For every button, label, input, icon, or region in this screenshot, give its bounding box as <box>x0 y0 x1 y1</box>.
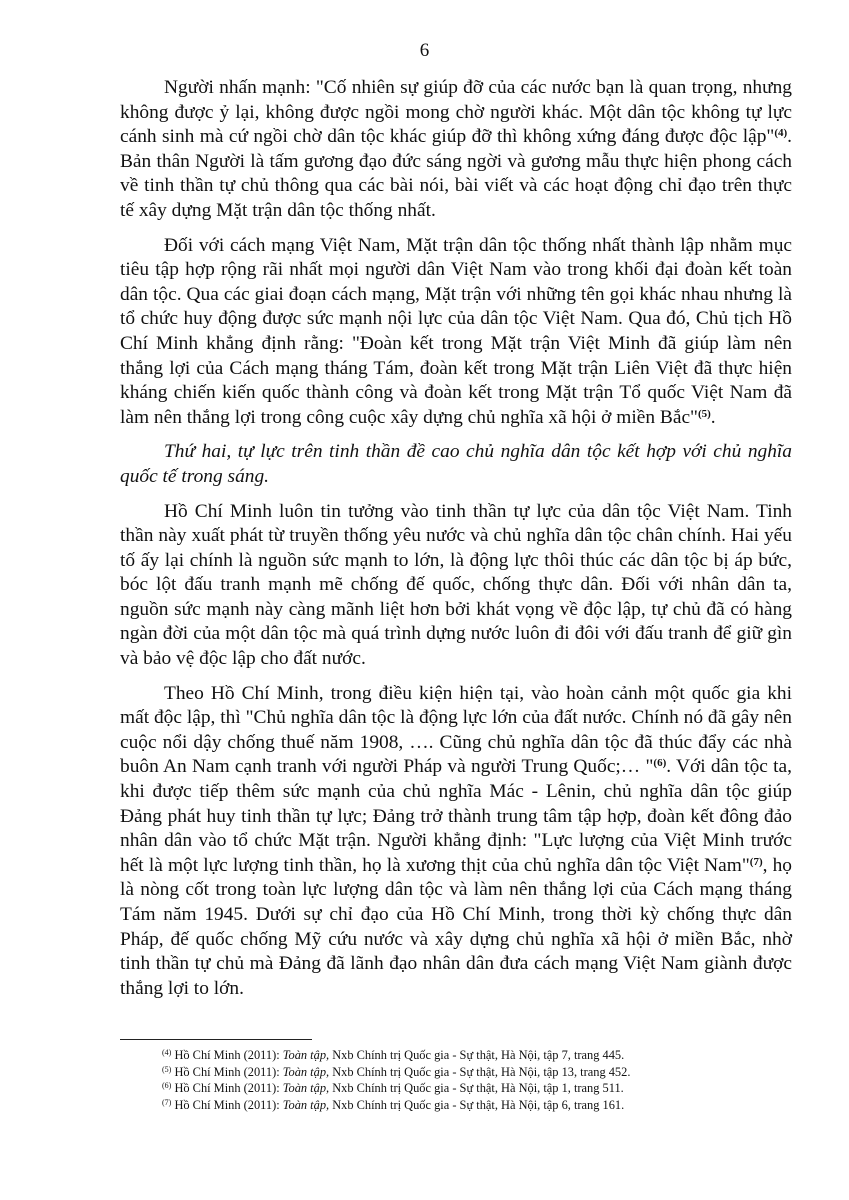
footnote-mark: (5) <box>162 1064 172 1074</box>
footnote-title: Toàn tập, <box>282 1048 330 1062</box>
text-span: . Bản thân Người là tấm gương đạo đức sáng ngời và gương mẫu thực hiện phong cách về tinh thần tự chủ thông qua các bài nói, bài viết và các hoạt động chỉ đạo trên thực tế xây dựng Mặt trận dân tộc thống nhất. <box>120 126 792 221</box>
text-span: . Với dân tộc ta, khi được tiếp thêm sức mạnh của chủ nghĩa Mác - Lênin, chủ nghĩa dân tộc giúp Đảng phát huy tinh thần tự lực; Đảng trở thành trung tâm tập hợp, đoàn kết đông đảo nhân dân vào tổ chức Mặt trận. Người khẳng định: "Lực lượng của Việt Minh trước hết là một lực lượng tinh thần, họ là xương thịt của chủ nghĩa dân tộc Việt Nam" <box>120 756 793 876</box>
footnote-source: Nxb Chính trị Quốc gia - Sự thật, Hà Nội, tập 1, trang 511. <box>329 1081 624 1096</box>
footnote-source: Nxb Chính trị Quốc gia - Sự thật, Hà Nội, tập 13, trang 452. <box>329 1064 631 1079</box>
text-span: , họ là nòng cốt trong toàn lực lượng dân tộc và làm nên thắng lợi của Cách mạng tháng Tám năm 1945. Dưới sự chỉ đạo của Hồ Chí Minh, trong thời kỳ chống thực dân Pháp, đế quốc chống Mỹ cứu nước và xây dựng chủ nghĩa xã hội ở miền Bắc, nhờ tinh thần tự chủ mà Đảng đã lãnh đạo nhân dân đưa cách mạng Việt Nam giành được thắng lợi to lớn. <box>120 854 792 999</box>
text-span: Theo Hồ Chí Minh, trong điều kiện hiện tại, vào hoàn cảnh một quốc gia khi mất độc lập, thì "Chủ nghĩa dân tộc là động lực lớn của đất nước. Chính nó đã gây nên cuộc nổi dậy chống thuế năm 1908, …. Cũng chủ nghĩa dân tộc đã thúc đẩy các nhà buôn An Nam cạnh tranh với người Pháp và người Trung Quốc;… " <box>120 682 792 778</box>
footnote-mark: (7) <box>162 1097 172 1107</box>
footnote-ref-6: (6) <box>653 757 667 770</box>
footnote-title: Toàn tập, <box>282 1064 330 1079</box>
paragraph-1 <box>120 76 792 224</box>
paragraph-2 <box>120 234 792 431</box>
footnote-title: Toàn tập, <box>282 1081 330 1096</box>
body-text <box>120 76 792 1011</box>
footnote-author: Hồ Chí Minh (2011): <box>174 1097 283 1112</box>
text-span: Hồ Chí Minh luôn tin tưởng vào tinh thần tự lực của dân tộc Việt Nam. Tinh thần này xuất phát từ truyền thống yêu nước và chủ nghĩa dân tộc chân chính. Hai yếu tố ấy lại chính là nguồn sức mạnh to lớn, là động lực thôi thúc các dân tộc bị áp bức, bóc lột đấu tranh mạnh mẽ chống đế quốc, chống thực dân. Đối với nhân dân ta, nguồn sức mạnh này càng mãnh liệt hơn bởi khát vọng về độc lập, tự chủ đã có hàng ngàn đời của một dân tộc mà quá trình dựng nước luôn đi đôi với đấu tranh để giữ gìn và bảo vệ độc lập cho đất nước. <box>120 500 792 670</box>
footnote-mark: (6) <box>162 1081 172 1091</box>
footnote-mark: (4) <box>162 1048 172 1057</box>
footnote-author: Hồ Chí Minh (2011): <box>174 1064 283 1079</box>
footnote-title: Toàn tập, <box>282 1097 330 1112</box>
paragraph-5 <box>120 682 792 1002</box>
footnote-separator <box>120 1039 312 1040</box>
footnote-author: Hồ Chí Minh (2011): <box>174 1081 283 1096</box>
text-span: Thứ hai, tự lực trên tinh thần đề cao chủ nghĩa dân tộc kết hợp với chủ nghĩa quốc tế trong sáng. <box>120 441 792 487</box>
footnote-7 <box>162 1097 782 1114</box>
footnote-source: Nxb Chính trị Quốc gia - Sự thật, Hà Nội, tập 6, trang 161. <box>329 1097 625 1112</box>
footnote-ref-4: (4) <box>774 127 788 140</box>
footnote-ref-5: (5) <box>697 407 711 420</box>
footnote-author: Hồ Chí Minh (2011): <box>174 1048 283 1062</box>
footnote-source: Nxb Chính trị Quốc gia - Sự thật, Hà Nội, tập 7, trang 445. <box>329 1048 625 1062</box>
text-span: Người nhấn mạnh: "Cố nhiên sự giúp đỡ của các nước bạn là quan trọng, nhưng không được ỷ lại, không được ngồi mong chờ người khác. Một dân tộc không tự lực cánh sinh mà cứ ngồi chờ dân tộc khác giúp đỡ thì không xứng đáng được độc lập" <box>120 77 792 148</box>
page-number: 6 <box>419 40 430 61</box>
text-span: . <box>710 406 716 428</box>
footnotes <box>162 1047 782 1113</box>
text-span: Đối với cách mạng Việt Nam, Mặt trận dân tộc thống nhất thành lập nhằm mục tiêu tập hợp rộng rãi nhất mọi người dân Việt Nam vào trong khối đại đoàn kết toàn dân tộc. Qua các giai đoạn cách mạng, Mặt trận với những tên gọi khác nhau nhưng là tổ chức huy động được sức mạnh nội lực của dân tộc Việt Nam. Qua đó, Chủ tịch Hồ Chí Minh khẳng định rằng: "Đoàn kết trong Mặt trận Việt Minh đã giúp làm nên thắng lợi của Cách mạng tháng Tám, đoàn kết trong Mặt trận Liên Việt đã thực hiện kháng chiến kiến quốc thành công và đoàn kết trong Mặt trận Tổ quốc Việt Nam đã làm nên thắng lợi trong công cuộc xây dựng chủ nghĩa xã hội ở miền Bắc" <box>120 234 792 428</box>
paragraph-4 <box>120 500 792 672</box>
footnote-5 <box>162 1064 782 1081</box>
section-heading-italic <box>120 440 792 489</box>
footnote-4 <box>162 1047 782 1064</box>
footnote-ref-7: (7) <box>749 855 763 868</box>
footnote-6 <box>162 1080 782 1097</box>
